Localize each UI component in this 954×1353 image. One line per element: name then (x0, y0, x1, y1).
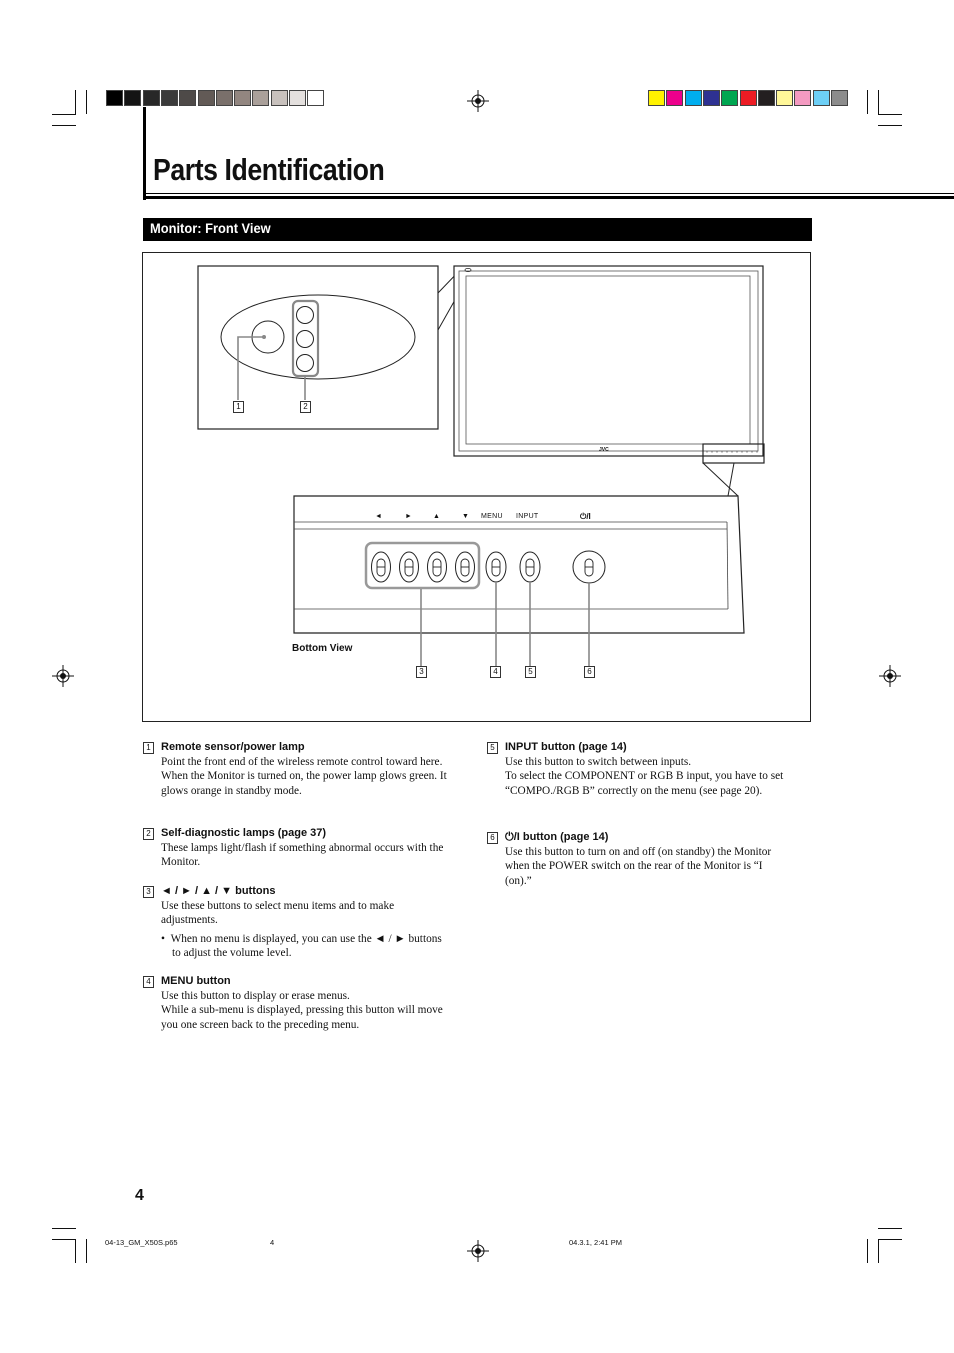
item-number: 1 (143, 742, 154, 754)
item-number: 2 (143, 828, 154, 840)
item-text: Use this button to switch between inputs. (505, 755, 692, 768)
page-title: Parts Identification (153, 152, 385, 187)
up-arrow-label: ▲ (433, 513, 440, 520)
footer-filename: 04-13_GM_X50S.p65 (105, 1238, 178, 1247)
callout-number: 3 (416, 666, 427, 678)
menu-button-shape (486, 552, 506, 582)
item-text: Use this button to display or erase menus. (161, 989, 350, 1002)
callout-number: 4 (490, 666, 501, 678)
description-item-4 (146, 974, 461, 1032)
item-heading: ◄ / ► / ▲ / ▼ buttons (161, 885, 276, 897)
callout-number: 2 (300, 401, 311, 413)
item-number: 6 (487, 832, 498, 844)
section-heading: Monitor: Front View (150, 220, 271, 236)
menu-label: MENU (481, 513, 503, 520)
page-number: 4 (135, 1187, 144, 1204)
item-heading: MENU button (161, 975, 231, 987)
self-diagnostic-lamp (297, 307, 314, 324)
power-label: ⏻/I (580, 512, 591, 521)
item-heading: Remote sensor/power lamp (161, 741, 305, 753)
item-text: Use these buttons to select menu items and to make adjustments. (161, 899, 395, 926)
self-diagnostic-lamp (297, 331, 314, 348)
description-item-6 (490, 830, 785, 888)
item-heading: INPUT button (page 14) (505, 741, 627, 753)
self-diagnostic-lamp (297, 355, 314, 372)
item-text: These lamps light/flash if something abnormal occurs with the Monitor. (161, 841, 444, 868)
item-text: Use this button to turn on and off (on standby) the Monitor when the POWER switch on the rear of the Monitor is “I (on).” (505, 845, 772, 887)
item-text: While a sub-menu is displayed, pressing this button will move you one screen back to the preceding menu. (161, 1004, 443, 1031)
item-bullet-text: When no menu is displayed, you can use the ◄ / ► buttons to adjust the volume level. (170, 932, 442, 959)
footer-page: 4 (270, 1238, 275, 1247)
input-button-shape (520, 552, 540, 582)
monitor-screen (466, 276, 750, 444)
input-label: INPUT (516, 513, 539, 520)
callout-number: 5 (525, 666, 536, 678)
item-number: 3 (143, 886, 154, 898)
item-heading: ⏻/I button (page 14) (505, 831, 609, 843)
item-text: When the Monitor is turned on, the power lamp glows green. It glows orange in standby mode. (161, 770, 447, 797)
power-button-shape (573, 551, 605, 583)
brand-logo: JVC (599, 447, 609, 453)
item-text: To select the COMPONENT or RGB B input, you have to set “COMPO./RGB B” correctly on the menu (see page 20). (505, 770, 784, 797)
description-item-1 (146, 740, 461, 798)
down-arrow-label: ▼ (462, 513, 469, 520)
item-number: 4 (143, 976, 154, 988)
description-item-3 (146, 884, 451, 961)
description-item-2 (146, 826, 461, 870)
right-arrow-label: ► (405, 513, 412, 520)
item-text: Point the front end of the wireless remote control toward here. (161, 755, 443, 768)
item-bullet: • When no menu is displayed, you can use the ◄ / ► buttons to adjust the volume level. (161, 932, 442, 959)
footer-timestamp: 04.3.1, 2:41 PM (569, 1238, 622, 1247)
callout-number: 6 (584, 666, 595, 678)
item-heading: Self-diagnostic lamps (page 37) (161, 827, 327, 839)
bottom-view-label: Bottom View (292, 643, 353, 654)
callout-number: 1 (233, 401, 244, 413)
description-item-5 (490, 740, 805, 798)
left-arrow-label: ◄ (375, 513, 382, 520)
item-number: 5 (487, 742, 498, 754)
